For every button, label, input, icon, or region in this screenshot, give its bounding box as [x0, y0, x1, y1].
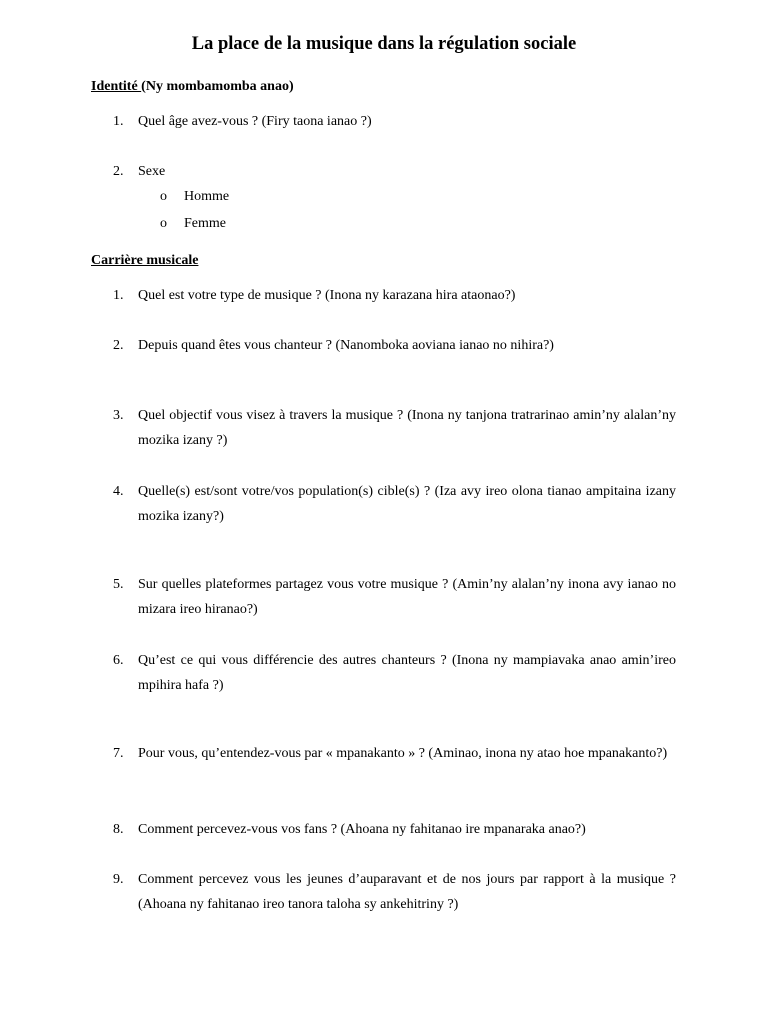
question-item	[113, 333, 676, 358]
question-item	[113, 403, 676, 453]
question-text: Sur quelles plateformes partagez vous votre musique ? (Amin’ny alalan’ny inona avy ianao no mizara ireo hiranao?)	[138, 577, 676, 617]
section-heading-rest: (Ny mombamomba anao)	[141, 79, 294, 94]
option-item-homme	[160, 187, 229, 207]
question-number: 3.	[113, 408, 124, 423]
bullet-icon: o	[160, 216, 167, 231]
question-text: Sexe	[138, 164, 166, 179]
option-item-femme	[160, 214, 226, 234]
question-text: Comment percevez-vous vos fans ? (Ahoana ny fahitanao ire mpanaraka anao?)	[138, 822, 586, 837]
question-number: 4.	[113, 484, 124, 499]
question-number: 5.	[113, 577, 124, 592]
question-text: Pour vous, qu’entendez-vous par « mpanakanto » ? (Aminao, inona ny atao hoe mpanakanto?)	[138, 746, 668, 761]
question-number: 1.	[113, 114, 124, 129]
question-number: 6.	[113, 653, 124, 668]
question-item	[113, 572, 676, 622]
section-heading-carriere	[91, 253, 198, 269]
question-item	[113, 648, 676, 698]
question-number: 2.	[113, 164, 124, 179]
question-number: 8.	[113, 822, 124, 837]
document-title: La place de la musique dans la régulation sociale	[191, 34, 577, 54]
question-item	[113, 741, 676, 766]
option-label: Femme	[184, 216, 226, 231]
question-item	[113, 867, 676, 917]
question-text: Qu’est ce qui vous différencie des autres chanteurs ? (Inona ny mampiavaka anao amin’ireo mpihira hafa ?)	[138, 653, 676, 693]
question-text: Comment percevez vous les jeunes d’auparavant et de nos jours par rapport à la musique ? (Ahoana ny fahitanao ireo tanora taloha sy ankehitriny ?)	[138, 872, 676, 912]
bullet-icon: o	[160, 189, 167, 204]
option-label: Homme	[184, 189, 230, 204]
question-item	[113, 109, 676, 134]
question-number: 2.	[113, 338, 124, 353]
question-item	[113, 479, 676, 529]
question-text: Quel objectif vous visez à travers la musique ? (Inona ny tanjona tratrarinao amin’ny alalan’ny mozika izany ?)	[138, 408, 676, 448]
question-item	[113, 817, 676, 842]
question-item	[113, 159, 676, 184]
question-text: Quelle(s) est/sont votre/vos population(s) cible(s) ? (Iza avy ireo olona tianao ampitaina izany mozika izany?)	[138, 484, 676, 524]
question-item	[113, 283, 676, 308]
question-number: 1.	[113, 288, 124, 303]
question-number: 7.	[113, 746, 124, 761]
section-heading-identite	[91, 79, 294, 95]
question-text: Depuis quand êtes vous chanteur ? (Nanomboka aoviana ianao no nihira?)	[138, 338, 554, 353]
section-heading-underlined: Carrière musicale	[91, 253, 199, 268]
question-text: Quel est votre type de musique ? (Inona ny karazana hira ataonao?)	[138, 288, 516, 303]
question-text: Quel âge avez-vous ? (Firy taona ianao ?)	[138, 114, 372, 129]
section-heading-underlined: Identité	[91, 79, 142, 94]
question-number: 9.	[113, 872, 124, 887]
